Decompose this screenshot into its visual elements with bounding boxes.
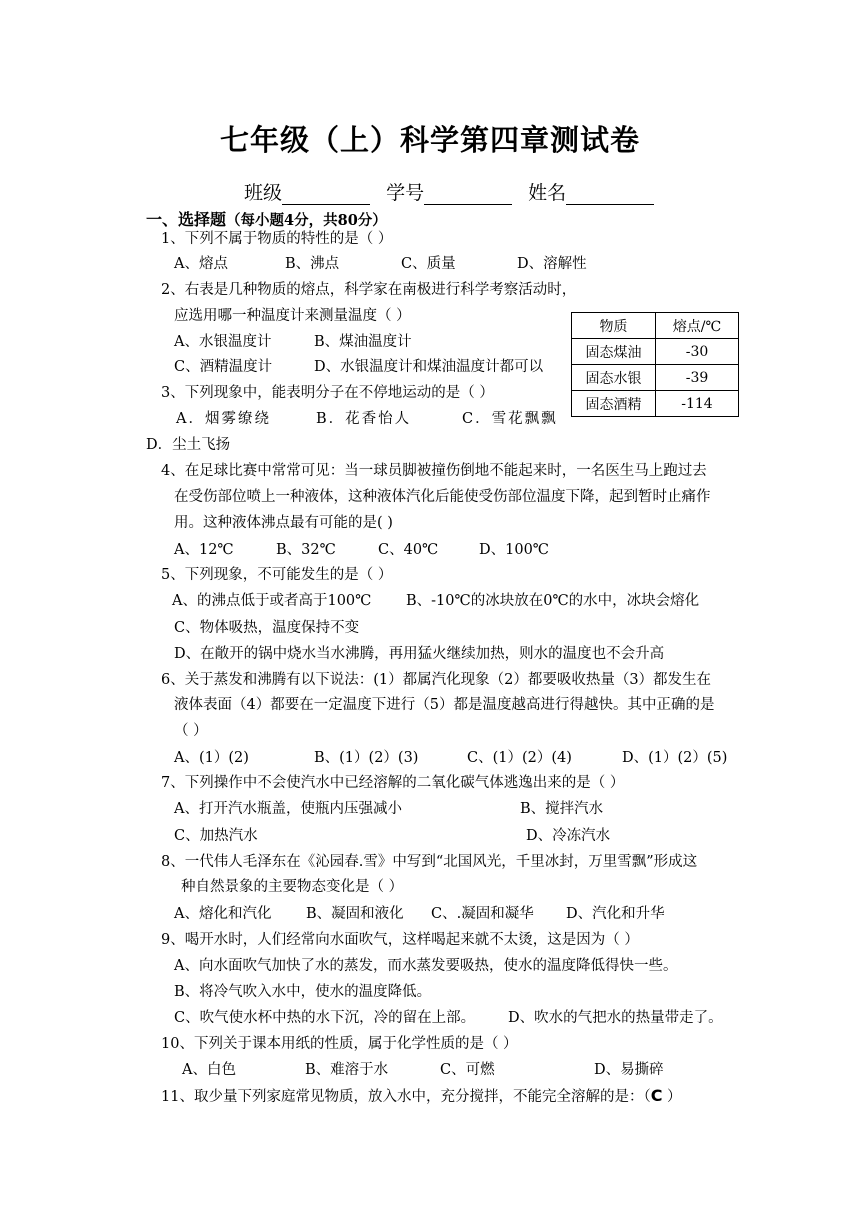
q4-stem-line1: 4、在足球比赛中常常可见：当一球员脚被撞伤倒地不能起来时，一名医生马上跑过去 — [161, 463, 707, 479]
table-header-cell: 物质 — [572, 313, 656, 339]
table-row — [572, 391, 739, 417]
q5-option-b: B、-10℃的冰块放在0℃的水中，冰块会熔化 — [406, 593, 700, 609]
page-title: 七年级（上）科学第四章测试卷 — [219, 123, 640, 157]
q9-option-b: B、将冷气吹入水中，使水的温度降低。 — [174, 984, 432, 1000]
q9-stem: 9、喝开水时，人们经常向水面吹气，这样喝起来就不太烫，这是因为（ ） — [161, 932, 639, 948]
q7-stem: 7、下列操作中不会使汽水中已经溶解的二氧化碳气体逃逸出来的是（ ） — [161, 775, 625, 791]
q6-stem-line1: 6、关于蒸发和沸腾有以下说法：(1）都属汽化现象（2）都要吸收热量（3）都发生在 — [161, 672, 712, 688]
q5-stem: 5、下列现象，不可能发生的是（ ） — [161, 567, 393, 583]
section-note: （每小题4分，共80分） — [226, 212, 387, 229]
q2-stem-cont: 应选用哪一种温度计来测量温度（ ） — [174, 308, 411, 324]
melting-point-table — [571, 312, 739, 417]
q9-option-c: C、吹气使水杯中热的水下沉，冷的留在上部。 — [174, 1010, 476, 1026]
q11-stem-text: 11、取少量下列家庭常见物质，放入水中，充分搅拌，不能完全溶解的是：（ — [161, 1089, 651, 1105]
q10-option-b: B、难溶于水 — [305, 1062, 389, 1078]
q4-option-d: D、100℃ — [479, 542, 550, 558]
table-cell: 固态水银 — [572, 365, 656, 391]
table-cell: -30 — [656, 339, 739, 365]
q2-stem: 2、右表是几种物质的熔点，科学家在南极进行科学考察活动时， — [161, 282, 577, 298]
q8-stem-line1: 8、一代伟人毛泽东在《沁园春.雪》中写到“北国风光，千里冰封，万里雪飘”形成这 — [161, 854, 698, 870]
q10-option-d: D、易撕碎 — [594, 1062, 664, 1078]
q4-stem-line2: 在受伤部位喷上一种液体，这种液体汽化后能使受伤部位温度下降，起到暂时止痛作 — [174, 489, 711, 505]
table-cell: 固态酒精 — [572, 391, 656, 417]
class-blank[interactable] — [282, 186, 370, 205]
q8-option-b: B、凝固和液化 — [306, 906, 404, 922]
q5-option-a: A、的沸点低于或者高于100℃ — [172, 593, 372, 609]
q1-option-a: A、熔点 — [174, 256, 228, 272]
q4-option-b: B、32℃ — [276, 542, 336, 558]
id-blank[interactable] — [424, 186, 512, 205]
table-cell: 固态煤油 — [572, 339, 656, 365]
table-row — [572, 365, 739, 391]
table-header-row — [572, 313, 739, 339]
q10-option-a: A、白色 — [182, 1062, 236, 1078]
q1-option-c: C、质量 — [401, 256, 456, 272]
q2-option-a: A、水银温度计 — [174, 334, 272, 350]
q5-option-d: D、在敞开的锅中烧水当水沸腾，再用猛火继续加热，则水的温度也不会升高 — [174, 646, 665, 662]
q6-stem-line2: 液体表面（4）都要在一定温度下进行（5）都是温度越高进行得越快。其中正确的是 — [174, 697, 715, 713]
q8-stem-line2: 种自然景象的主要物态变化是（ ） — [181, 879, 404, 895]
q8-option-a: A、熔化和汽化 — [174, 906, 272, 922]
q2-option-c: C、酒精温度计 — [174, 359, 273, 375]
id-label: 学号 — [386, 182, 425, 204]
q8-option-c: C、.凝固和凝华 — [431, 906, 534, 922]
student-info-line — [244, 178, 664, 205]
table-cell: -114 — [656, 391, 739, 417]
q6-option-a: A、(1）(2) — [174, 750, 249, 766]
q2-option-d: D、水银温度计和煤油温度计都可以 — [314, 359, 544, 375]
name-blank[interactable] — [566, 186, 654, 205]
q4-option-c: C、40℃ — [378, 542, 439, 558]
q11-stem-end: ） — [662, 1089, 682, 1105]
q10-option-c: C、可燃 — [440, 1062, 495, 1078]
q11-stem — [161, 1086, 682, 1107]
q4-stem-line3: 用。这种液体沸点最有可能的是( ) — [174, 515, 393, 531]
q7-option-b: B、搅拌汽水 — [520, 801, 604, 817]
q1-stem: 1、下列不属于物质的特性的是（ ） — [161, 231, 393, 247]
q9-option-d: D、吹水的气把水的热量带走了。 — [508, 1010, 723, 1026]
q10-stem: 10、下列关于课本用纸的性质，属于化学性质的是（ ） — [161, 1036, 518, 1052]
class-label: 班级 — [244, 182, 283, 204]
q9-option-a: A、向水面吹气加快了水的蒸发，而水蒸发要吸热，使水的温度降低得快一些。 — [174, 958, 678, 974]
q8-option-d: D、汽化和升华 — [566, 906, 665, 922]
q3-option-d: D．尘土飞扬 — [146, 437, 231, 453]
table-header-cell: 熔点/℃ — [656, 313, 739, 339]
q5-option-c: C、物体吸热，温度保持不变 — [174, 620, 360, 636]
q6-option-d: D、(1）(2）(5) — [622, 750, 728, 766]
q3-option-c: C．雪花飘飘 — [462, 411, 558, 427]
section-title: 一、选择题 — [146, 210, 227, 229]
q1-option-d: D、溶解性 — [517, 256, 587, 272]
q3-stem: 3、下列现象中，能表明分子在不停地运动的是（ ） — [161, 385, 494, 401]
q1-option-b: B、沸点 — [285, 256, 340, 272]
section-heading — [146, 207, 387, 230]
q3-option-b: B．花香怡人 — [316, 411, 412, 427]
q4-option-a: A、12℃ — [174, 542, 234, 558]
q7-option-a: A、打开汽水瓶盖，使瓶内压强减小 — [174, 801, 402, 817]
q7-option-c: C、加热汽水 — [174, 828, 258, 844]
q7-option-d: D、冷冻汽水 — [526, 828, 611, 844]
q2-option-b: B、煤油温度计 — [314, 334, 412, 350]
table-cell: -39 — [656, 365, 739, 391]
q6-stem-line3: （ ） — [174, 723, 208, 739]
q6-option-c: C、(1）(2）(4) — [467, 750, 572, 766]
name-label: 姓名 — [528, 182, 567, 204]
q11-answer: C — [650, 1086, 663, 1105]
table-row — [572, 339, 739, 365]
q3-option-a: A．烟雾缭绕 — [176, 411, 271, 427]
q6-option-b: B、(1）(2）(3) — [314, 750, 419, 766]
